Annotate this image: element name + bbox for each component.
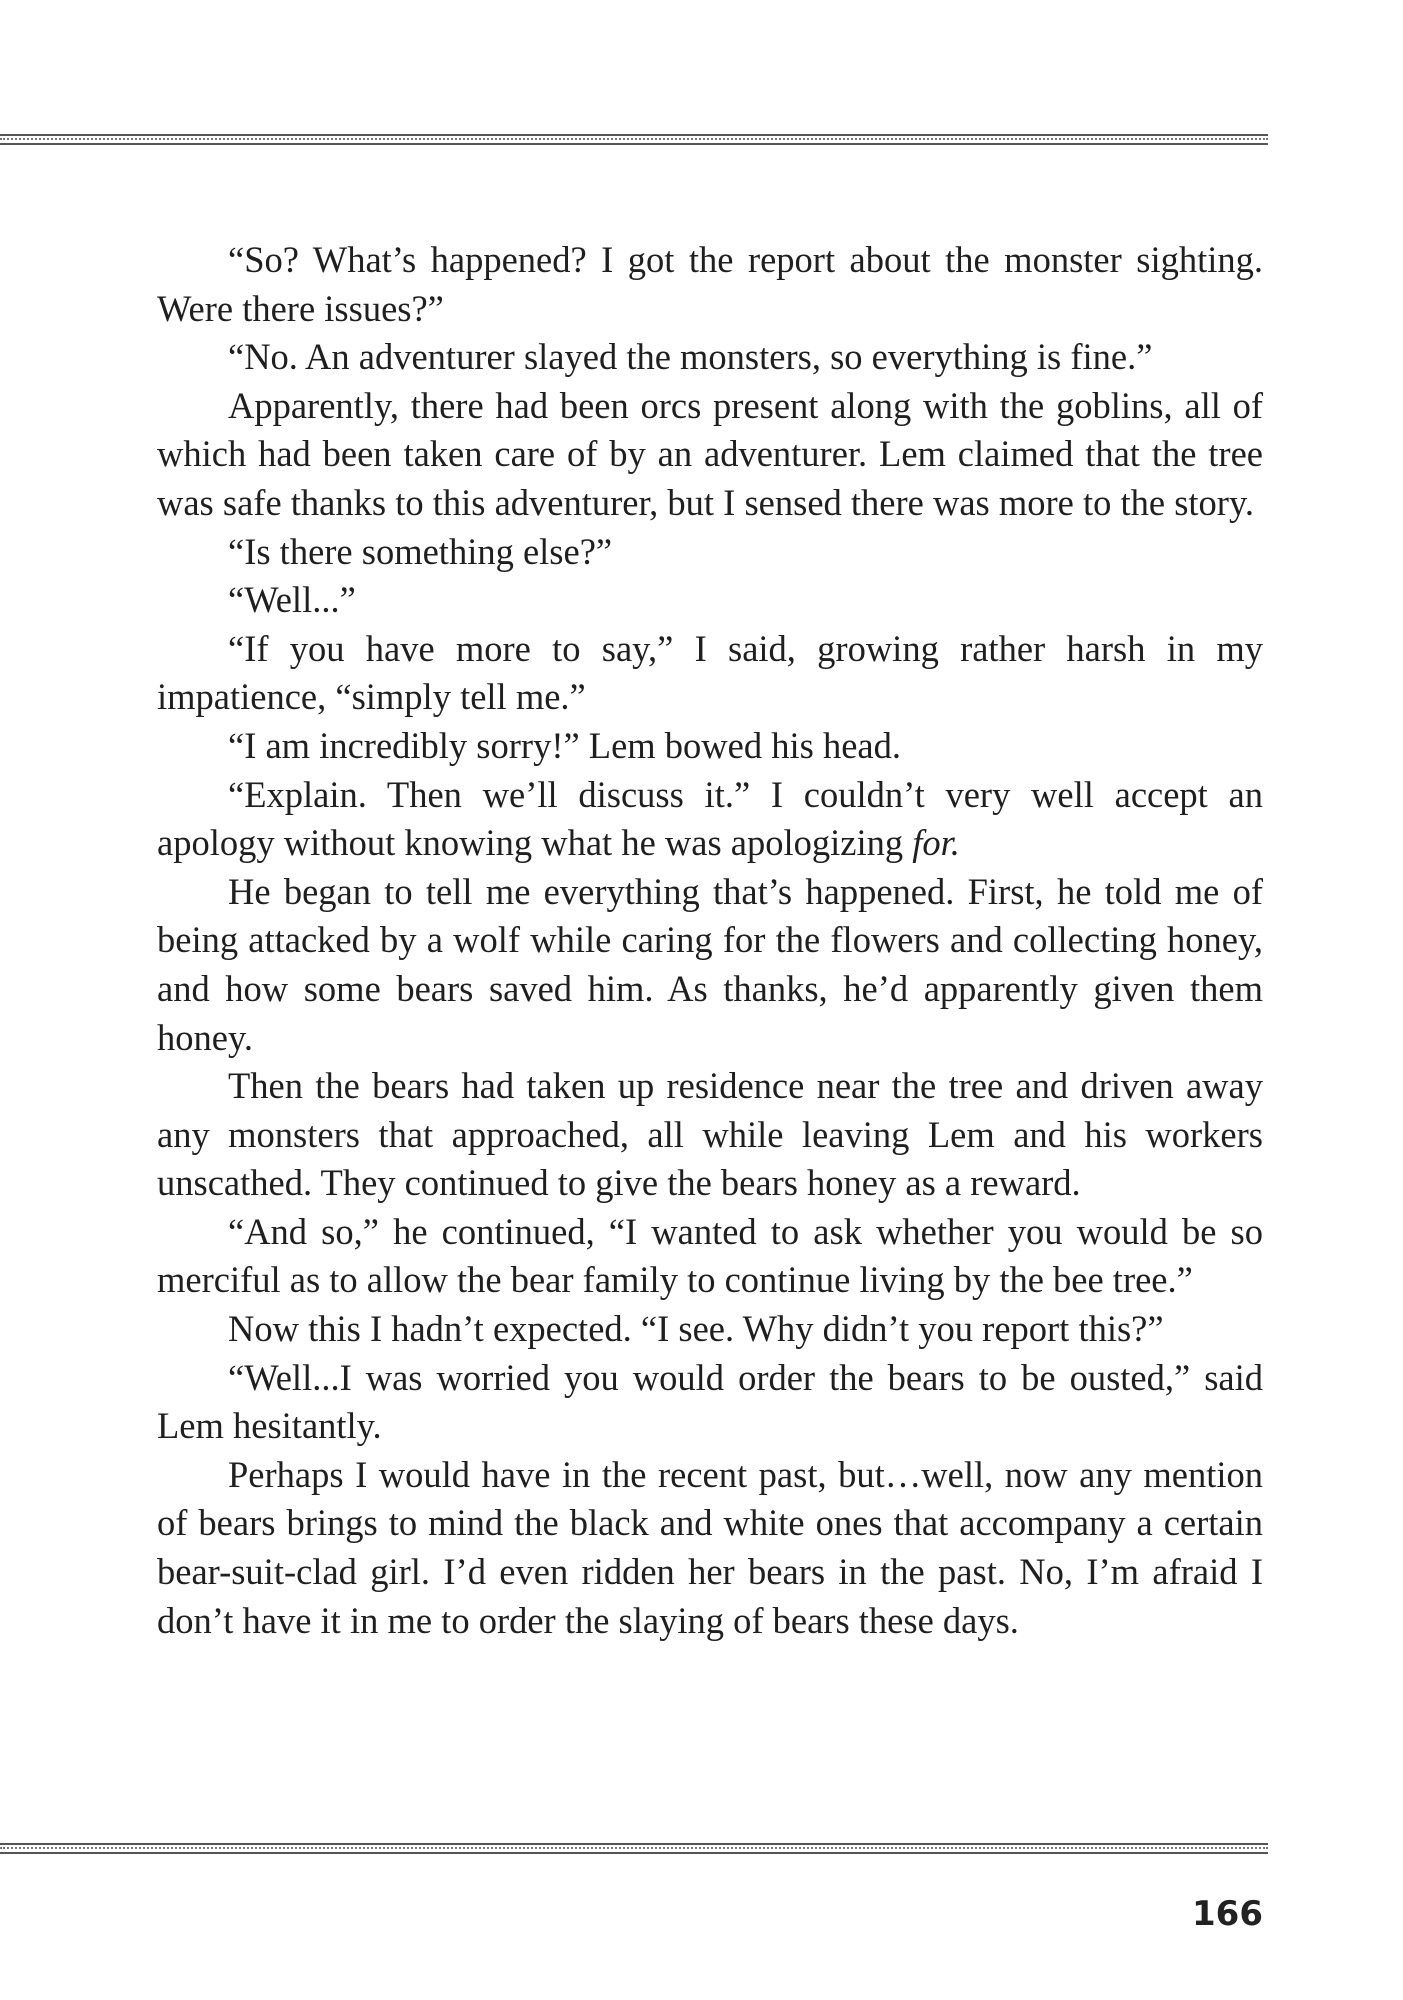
paragraph: “If you have more to say,” I said, growing rather harsh in my impatience, “simply tell me.”: [157, 627, 1263, 718]
paragraph: “Is there something else?”: [228, 530, 613, 572]
paragraph: “Well...”: [228, 579, 356, 621]
paragraph: “No. An adventurer slayed the monsters, so everything is fine.”: [228, 336, 1153, 378]
page-number: 166: [1192, 1894, 1263, 1934]
paragraph: “Well...I was worried you would order the bears to be ousted,” said Lem hesitantly.: [157, 1356, 1263, 1447]
paragraph: Apparently, there had been orcs present along with the goblins, all of which had been taken care of by an adventurer. Lem claimed that the tree was safe thanks to this adventurer, but I sensed there was more to the story.: [157, 384, 1263, 523]
paragraph: He began to tell me everything that’s happened. First, he told me of being attacked by a wolf while caring for the flowers and collecting honey, and how some bears saved him. As thanks, he’d apparently given them honey.: [157, 870, 1263, 1058]
paragraph: “So? What’s happened? I got the report about the monster sighting. Were there issues?”: [157, 239, 1263, 329]
header-rule: [0, 134, 1268, 144]
paragraph: Now this I hadn’t expected. “I see. Why didn’t you report this?”: [228, 1308, 1164, 1350]
paragraph: Perhaps I would have in the recent past, but…well, now any mention of bears brings to mind the black and white ones that accompany a certain bear-suit-clad girl. I’d even ridden her bears in the past. No, I’m afraid I don’t have it in me to order the slaying of bears these days.: [157, 1453, 1263, 1641]
paragraph: Then the bears had taken up residence near the tree and driven away any monsters that approached, all while leaving Lem and his workers unscathed. They continued to give the bears honey as a reward.: [157, 1065, 1263, 1204]
footer-rule: [0, 1843, 1268, 1853]
paragraph: “I am incredibly sorry!” Lem bowed his head.: [228, 724, 901, 766]
emphasis: for.: [912, 822, 960, 864]
paragraph: “Explain. Then we’ll discuss it.” I couldn’t very well accept an apology without knowing what he was apologizing for.: [157, 773, 1263, 864]
paragraph: “And so,” he continued, “I wanted to ask whether you would be so merciful as to allow the bear family to continue living by the bee tree.”: [157, 1210, 1263, 1301]
body-text: [157, 236, 1263, 1645]
